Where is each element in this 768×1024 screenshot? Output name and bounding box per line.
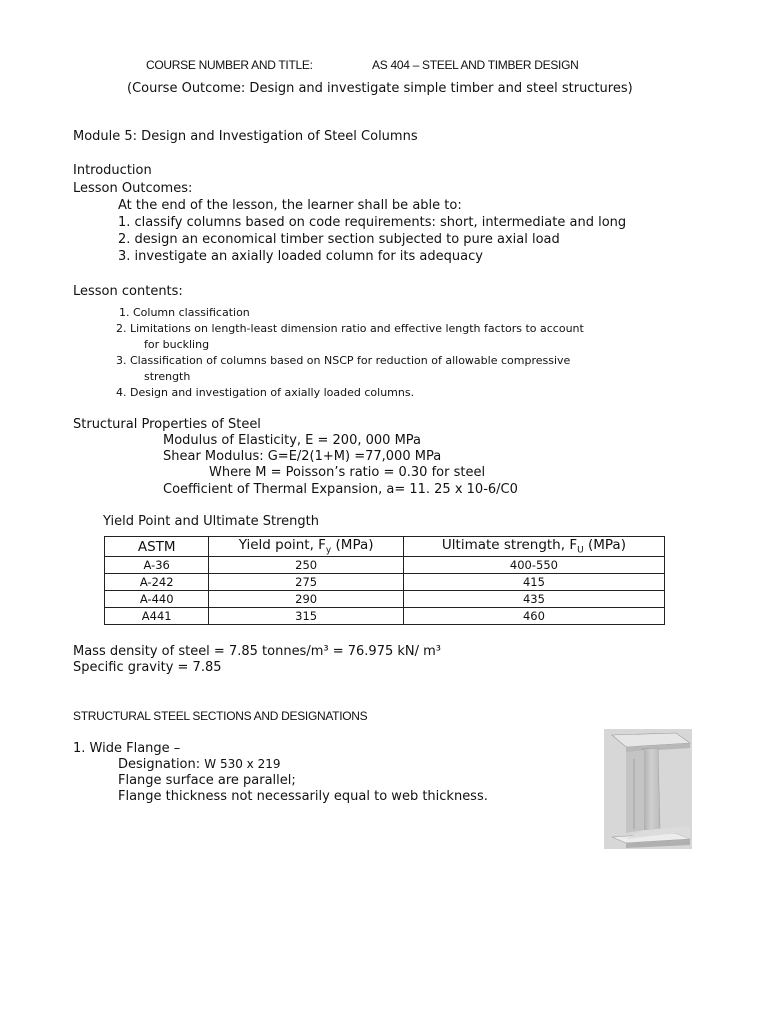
- lesson-outcomes-lead: At the end of the lesson, the learner shall be able to:: [118, 198, 462, 213]
- wide-flange-beam-image: [604, 729, 692, 849]
- mass-density: Mass density of steel = 7.85 tonnes/m³ = 76.975 kN/ m³: [73, 644, 442, 659]
- thermal-expansion: Coefficient of Thermal Expansion, a= 11. 25 x 10-6/C0: [163, 482, 518, 497]
- outcome-item: 2. design an economical timber section subjected to pure axial load: [118, 232, 560, 247]
- course-outcome: (Course Outcome: Design and investigate simple timber and steel structures): [127, 81, 633, 96]
- contents-item: 4. Design and investigation of axially loaded columns.: [116, 386, 415, 399]
- flange-thickness-note: Flange thickness not necessarily equal to web thickness.: [118, 789, 488, 804]
- cell-astm: A-242: [105, 574, 209, 591]
- lesson-contents-heading: Lesson contents:: [73, 284, 183, 299]
- outcome-item: 1. classify columns based on code requirements: short, intermediate and long: [118, 215, 627, 230]
- cell-ultimate: 460: [403, 608, 664, 625]
- wide-flange-heading: 1. Wide Flange –: [73, 741, 181, 756]
- properties-heading: Structural Properties of Steel: [73, 417, 261, 432]
- column-header-yield-point: Yield point, $F_y$ (MPa): [209, 537, 404, 557]
- course-title: AS 404 – STEEL AND TIMBER DESIGN: [372, 58, 579, 72]
- specific-gravity: Specific gravity = 7.85: [73, 660, 222, 675]
- contents-item-continued: strength: [144, 370, 191, 383]
- introduction-heading: Introduction: [73, 163, 152, 178]
- table-header-row: [105, 537, 665, 557]
- flange-surface-note: Flange surface are parallel;: [118, 773, 296, 788]
- shear-modulus: Shear Modulus: G=E/2(1+M) =77,000 MPa: [163, 449, 442, 464]
- modulus-of-elasticity: Modulus of Elasticity, E = 200, 000 MPa: [163, 433, 422, 448]
- contents-item: 2. Limitations on length-least dimension ratio and effective length factors to account: [116, 322, 584, 335]
- designation-value: W 530 x 219: [204, 757, 281, 771]
- cell-astm: A441: [105, 608, 209, 625]
- cell-yield: 315: [209, 608, 404, 625]
- cell-yield: 250: [209, 557, 404, 574]
- cell-astm: A-440: [105, 591, 209, 608]
- table-row: [105, 574, 665, 591]
- poisson-ratio: Where M = Poisson’s ratio = 0.30 for steel: [209, 465, 486, 480]
- contents-item-continued: for buckling: [144, 338, 210, 351]
- cell-astm: A-36: [105, 557, 209, 574]
- outcome-item: 3. investigate an axially loaded column for its adequacy: [118, 249, 483, 264]
- contents-item: 3. Classification of columns based on NSCP for reduction of allowable compressive: [116, 354, 571, 367]
- cell-ultimate: 400-550: [403, 557, 664, 574]
- table-row: [105, 591, 665, 608]
- course-label: COURSE NUMBER AND TITLE:: [146, 58, 313, 72]
- column-header-ultimate-strength: Ultimate strength, $F_U$ (MPa): [403, 537, 664, 557]
- cell-yield: 275: [209, 574, 404, 591]
- module-title: Module 5: Design and Investigation of Steel Columns: [73, 129, 418, 144]
- table-row: [105, 557, 665, 574]
- yield-table-caption: Yield Point and Ultimate Strength: [103, 514, 320, 529]
- contents-item: 1. Column classification: [119, 306, 250, 319]
- cell-ultimate: 415: [403, 574, 664, 591]
- sections-heading: STRUCTURAL STEEL SECTIONS AND DESIGNATIONS: [73, 709, 368, 723]
- lesson-outcomes-heading: Lesson Outcomes:: [73, 181, 193, 196]
- table-row: [105, 608, 665, 625]
- cell-yield: 290: [209, 591, 404, 608]
- cell-ultimate: 435: [403, 591, 664, 608]
- designation-line: [118, 757, 280, 772]
- column-header-astm: ASTM: [105, 537, 209, 557]
- yield-strength-table: [104, 536, 665, 625]
- designation-label: Designation:: [118, 757, 205, 772]
